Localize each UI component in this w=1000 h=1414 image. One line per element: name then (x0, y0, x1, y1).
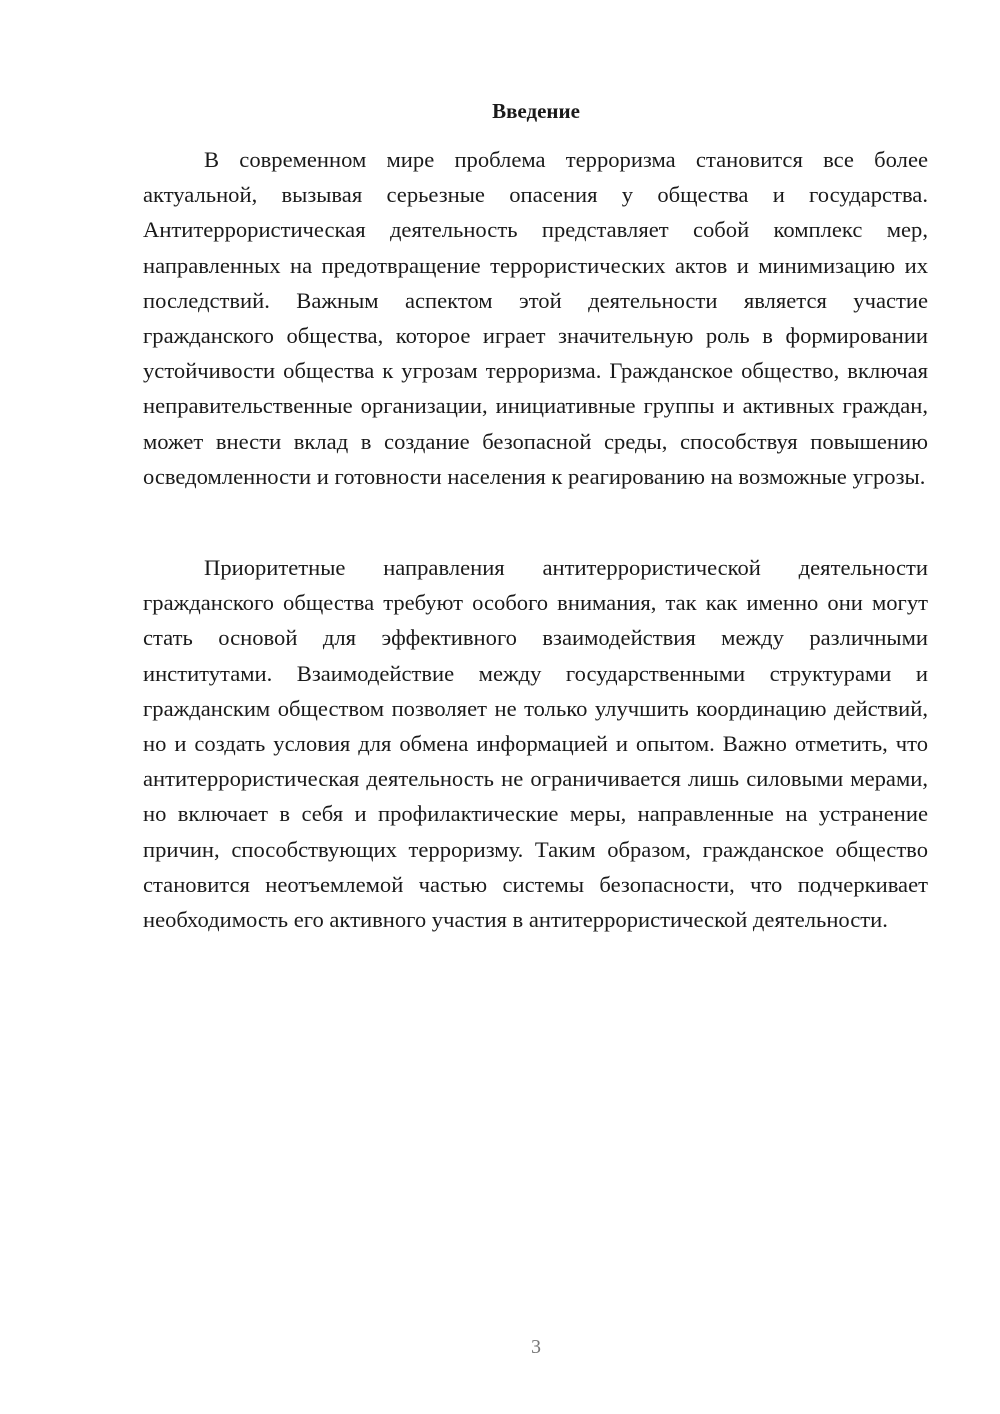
paragraph-priorities: Приоритетные направления антитеррористической деятельности гражданского общества требуют особого внимания, так как именно они могут стать основой для эффективного взаимодействия между различными институтами. Взаимодействие между государственными структурами и гражданским обществом позволяет не только улучшить координацию действий, но и создать условия для обмена информацией и опытом. Важно отметить, что антитеррористическая деятельность не ограничивается лишь силовыми мерами, но включает в себя и профилактические меры, направленные на устранение причин, способствующих терроризму. Таким образом, гражданское общество становится неотъемлемой частью системы безопасности, что подчеркивает необходимость его активного участия в антитеррористической деятельности. (143, 555, 928, 933)
section-title: Введение (492, 99, 580, 123)
page-number: 3 (531, 1336, 541, 1358)
paragraph-intro: В современном мире проблема терроризма становится все более актуальной, вызывая серьезные опасения у общества и государства. Антитеррористическая деятельность представляет собой комплекс мер, направленных на предотвращение террористических актов и минимизацию их последствий. Важным аспектом этой деятельности является участие гражданского общества, которое играет значительную роль в формировании устойчивости общества к угрозам терроризма. Гражданское общество, включая неправительственные организации, инициативные группы и активных граждан, может внести вклад в создание безопасной среды, способствуя повышению осведомленности и готовности населения к реагированию на возможные угрозы. (143, 147, 928, 489)
